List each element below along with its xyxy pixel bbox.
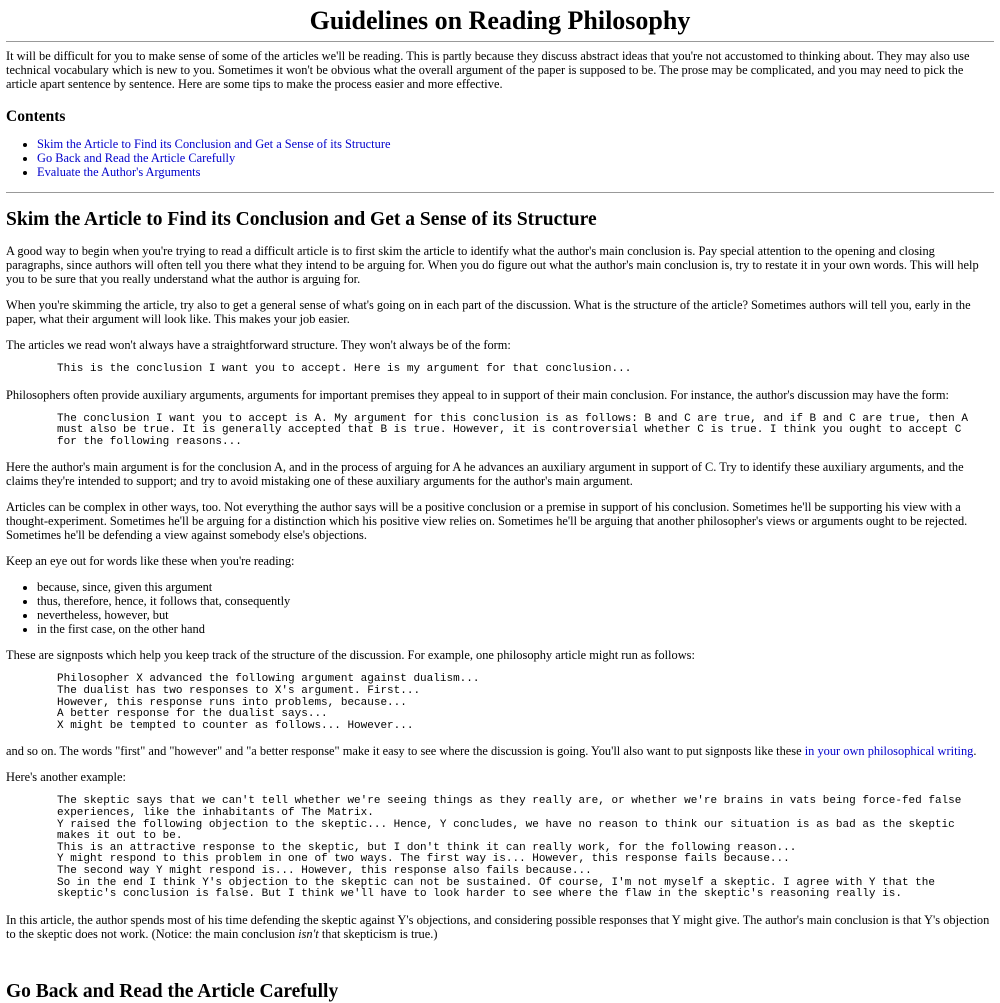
- code-example: The conclusion I want you to accept is A. My argument for this conclusion is as follows: B and C are true, and if B and C are true, then A must also be true. It is generally accepted that B is true. However, it is controversial whether C is true. I think you ought to accept C for the following reasons...: [57, 412, 975, 448]
- text: that skepticism is true.): [318, 926, 438, 941]
- code-example: [57, 674, 977, 732]
- code-line: Y raised the following objection to the skeptic... Hence, Y concludes, we have no reason to think our situation is as bad as the skeptic makes it out to be.: [57, 818, 962, 843]
- code-line: However, this response runs into problems, because...: [57, 696, 407, 709]
- code-line: So in the end I think Y's objection to the skeptic can not be sustained. Of course, I'm not myself a skeptic. I agree with Y that the skeptic's conclusion is false. But I think we'll have to look harder to see where the flaw in the skeptic's reasoning really is.: [57, 876, 942, 901]
- document: [6, 0, 994, 1003]
- paragraph: [6, 913, 994, 941]
- list-item: • because, since, given this argument: [37, 580, 994, 594]
- paragraph: A good way to begin when you're trying to read a difficult article is to first skim the article to identify what the author's main conclusion is. Pay special attention to the opening and closing paragraphs, since authors will often tell you there what they intend to be arguing for. When you do figure out what the author's main conclusion is, try to restate it in your own words. This will help you to be sure that you really understand what the author is arguing for.: [6, 244, 979, 286]
- list-item: • thus, therefore, hence, it follows that, consequently: [37, 594, 994, 608]
- table-of-contents: [6, 137, 994, 179]
- paragraph: The articles we read won't always have a straightforward structure. They won't always be of the form:: [6, 338, 511, 352]
- paragraph: Keep an eye out for words like these when you're reading:: [6, 554, 295, 569]
- list-item: • nevertheless, however, but: [37, 608, 994, 622]
- code-line: This is an attractive response to the skeptic, but I don't think it can really work, for the following reason...: [57, 841, 797, 854]
- emphasis: isn't: [298, 926, 319, 941]
- code-example: [57, 796, 977, 900]
- toc-link-read-carefully[interactable]: Go Back and Read the Article Carefully: [37, 151, 236, 165]
- section-heading-skim: Skim the Article to Find its Conclusion and Get a Sense of its Structure: [6, 209, 597, 230]
- code-line: The skeptic says that we can't tell whether we're seeing things as they really are, or whether we're brains in vats being force-fed false experiences, like the inhabitants of The Matrix.: [57, 795, 968, 819]
- toc-item: [37, 165, 994, 179]
- code-line: The second way Y might respond is... However, this response also fails because...: [57, 864, 592, 877]
- toc-link-evaluate[interactable]: Evaluate the Author's Arguments: [37, 165, 201, 179]
- divider: [6, 192, 994, 193]
- code-line: A better response for the dualist says...: [57, 708, 328, 721]
- philosophical-writing-link[interactable]: in your own philosophical writing: [804, 744, 974, 759]
- paragraph: Here the author's main argument is for the conclusion A, and in the process of arguing for A he advances an auxiliary argument in support of C. Try to identify these auxiliary arguments, and the claims they're intended to support; and try to avoid mistaking one of these auxiliary arguments for the author's main argument.: [6, 460, 964, 489]
- toc-item: [37, 151, 994, 165]
- code-line: Y might respond to this problem in one of two ways. The first way is... However, this response fails because...: [57, 853, 790, 866]
- intro-paragraph: It will be difficult for you to make sense of some of the articles we'll be reading. This is partly because they discuss abstract ideas that you're not accustomed to thinking about. They may also use technical vocabulary which is new to you. Sometimes it won't be obvious what the overall argument of the paper is supposed to be. The prose may be complicated, and you may need to pick the article apart sentence by sentence. Here are some tips to make the process easier and more effective.: [6, 49, 970, 91]
- toc-link-skim[interactable]: Skim the Article to Find its Conclusion and Get a Sense of its Structure: [37, 137, 391, 151]
- code-line: The dualist has two responses to X's argument. First...: [57, 684, 421, 697]
- contents-heading: Contents: [6, 108, 66, 125]
- code-example: This is the conclusion I want you to accept. Here is my argument for that conclusion...: [57, 363, 632, 375]
- section-heading-read-carefully: Go Back and Read the Article Carefully: [6, 980, 339, 1002]
- code-line: X might be tempted to counter as follows... However...: [57, 719, 414, 732]
- paragraph: These are signposts which help you keep track of the structure of the discussion. For example, one philosophy article might run as follows:: [6, 648, 695, 663]
- signpost-word-list: [6, 580, 994, 636]
- paragraph: Here's another example:: [6, 770, 126, 785]
- paragraph: Articles can be complex in other ways, too. Not everything the author says will be a positive conclusion or a premise in support of his conclusion. Sometimes he'll be supporting his view with a thought-experiment. Sometimes he'll be arguing for a distinction which his positive view relies on. Sometimes he'll be arguing that another philosopher's views or arguments ought to be rejected. Sometimes he'll be defending a view against somebody else's objections.: [6, 500, 968, 543]
- list-item: • in the first case, on the other hand: [37, 622, 994, 636]
- page-title: Guidelines on Reading Philosophy: [309, 6, 691, 35]
- divider: [6, 41, 994, 42]
- paragraph: Philosophers often provide auxiliary arguments, arguments for important premises they appeal to in support of their main conclusion. For instance, the author's discussion may have the form:: [6, 387, 949, 402]
- text: In this article, the author spends most of his time defending the skeptic against Y's objections, and considering possible responses that Y might give. The author's main conclusion is that Y's objection to the skeptic does not work. (Notice: the main conclusion: [6, 912, 990, 941]
- paragraph: [6, 744, 994, 758]
- paragraph: When you're skimming the article, try also to get a general sense of what's going on in each part of the discussion. What is the structure of the article? Sometimes authors will tell you, early in the paper, what their argument will look like. This makes your job easier.: [6, 298, 971, 326]
- text: .: [973, 744, 977, 759]
- text: and so on. The words "first" and "however" and "a better response" make it easy to see where the discussion is going. You'll also want to put signposts like these: [6, 744, 805, 759]
- code-line: Philosopher X advanced the following argument against dualism...: [57, 673, 480, 686]
- toc-item: [37, 137, 994, 151]
